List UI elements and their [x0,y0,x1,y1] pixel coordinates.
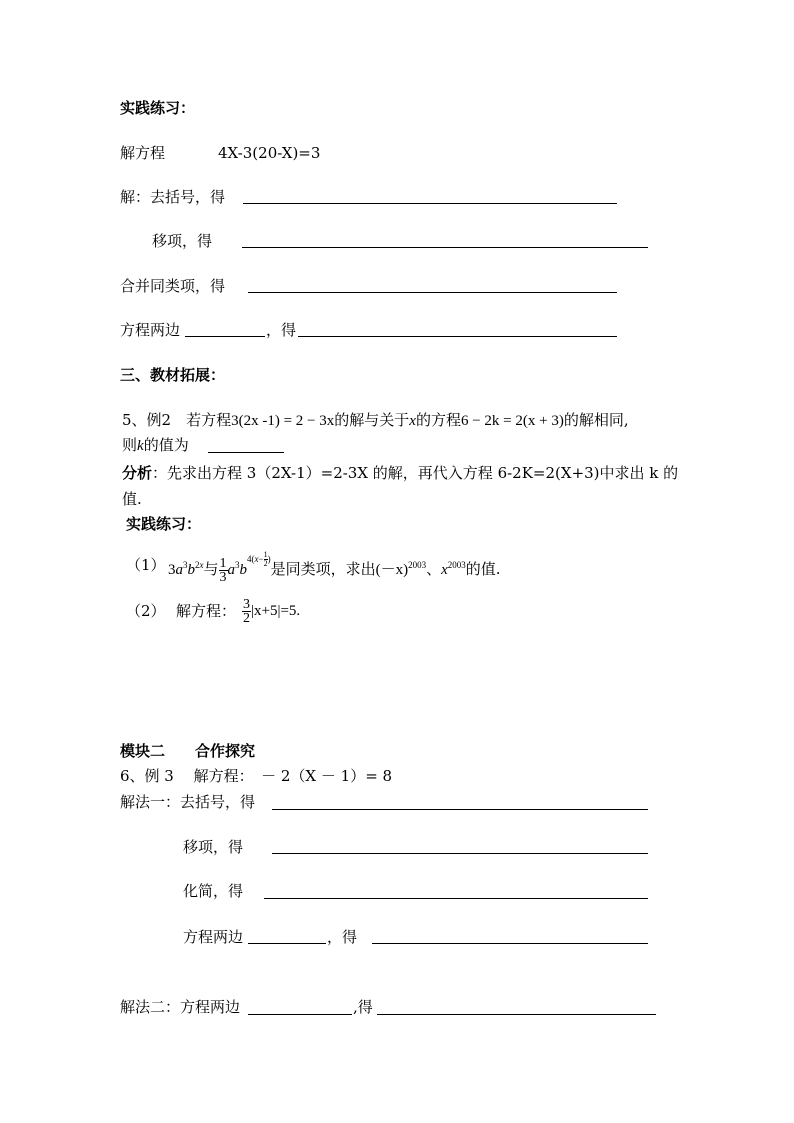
question-1-x: x [441,562,448,578]
method-1-simplify-label: 化简，得 [183,882,244,900]
question-2-label: 解方程： [176,602,237,620]
question-1-expression: $3a^3b^{2x}$与 $\frac{1}{3}$ $a^3b^{4(x- \frac{1}{2} )}$是同类项，求出$(-x)^{2003}$、$x^{2003}$的值. [168,550,501,586]
answer-blank-m1-3[interactable] [264,898,648,899]
step-both-sides-suffix: ，得 [266,321,297,339]
question-1-number: （1） [126,556,166,574]
step-transpose-label: 移项，得 [152,232,213,250]
answer-blank-m2-b[interactable] [377,1014,656,1015]
step-both-sides-prefix: 方程两边 [120,321,181,339]
example-3-line: 6、例 3 解方程： － 2（X － 1）= 8 [120,767,393,785]
example-2-mid-2: 的方程 [415,411,461,429]
example-2-mid-1: 的解与关于 [334,411,410,429]
method-1-transpose-label: 移项，得 [183,838,244,856]
method-1-label: 解法一：去括号，得 [120,793,256,811]
step-combine-label: 合并同类项，得 [120,277,226,295]
example-2-variable-k: k [137,438,144,454]
question-2-number: （2） [126,602,166,620]
analysis-line-1 [122,464,678,482]
answer-blank-1[interactable] [243,203,617,204]
example-2-line [122,411,629,430]
question-1-exponent-1: 2003 [408,560,427,570]
analysis-label: 分析 [122,464,153,482]
step-remove-brackets-label: 解：去括号，得 [120,188,226,206]
method-1-both-sides-prefix: 方程两边 [183,928,244,946]
example-2-line2-suffix: 的值为 [143,436,189,454]
answer-blank-m1-2[interactable] [272,853,648,854]
answer-blank-m1-4b[interactable] [372,943,648,944]
answer-blank-4a[interactable] [185,336,265,337]
question-2-rest: |x+5|=5. [251,603,301,619]
question-1-exponent-2: 2003 [447,560,466,570]
analysis-line-2: 值. [122,490,142,508]
section-heading-3: 三、教材拓展： [120,366,226,384]
question-1-like-terms: 是同类项，求出 [270,560,376,578]
equation-1: 4X-3(20-X)=3 [218,144,321,162]
example-2-line-2 [122,436,189,455]
example-2-line2-prefix: 则 [122,436,138,454]
question-1-with: 与 [203,560,219,578]
question-1-neg-x: (－x) [375,562,409,578]
example-2-prefix: 5、例2 若方程 [122,411,232,429]
example-2-equation-2: 6 − 2k = 2(x + 3) [460,413,564,429]
solve-label: 解方程 [120,144,166,162]
answer-blank-3[interactable] [248,292,617,293]
answer-blank-4b[interactable] [298,336,617,337]
answer-blank-m1-4a[interactable] [248,943,326,944]
question-1-separator: 、 [426,560,442,578]
practice-heading-1: 实践练习： [120,99,196,117]
question-2-expression: $\frac{3}{2}$ |x+5|=5. [243,597,301,627]
answer-blank-2[interactable] [242,247,648,248]
answer-blank-m1-1[interactable] [272,809,648,810]
question-1-tail: 的值. [465,560,501,578]
example-2-equation-1: 3(2x -1) = 2 − 3x [231,413,335,429]
method-2-suffix: ,得 [353,998,373,1016]
practice-heading-2: 实践练习： [126,515,202,533]
example-2-suffix: 的解相同, [563,411,629,429]
module-2-heading: 模块二 合作探究 [120,742,256,760]
method-2-prefix: 解法二：方程两边 [120,998,241,1016]
analysis-text-1: ：先求出方程 3（2X-1）=2-3X 的解，再代入方程 6-2K=2(X+3)中求出 k 的 [152,464,679,482]
answer-blank-m2-a[interactable] [248,1014,352,1015]
method-1-both-sides-suffix: ，得 [327,928,358,946]
example-2-variable-x: x [409,413,416,429]
answer-blank-k[interactable] [208,452,284,453]
